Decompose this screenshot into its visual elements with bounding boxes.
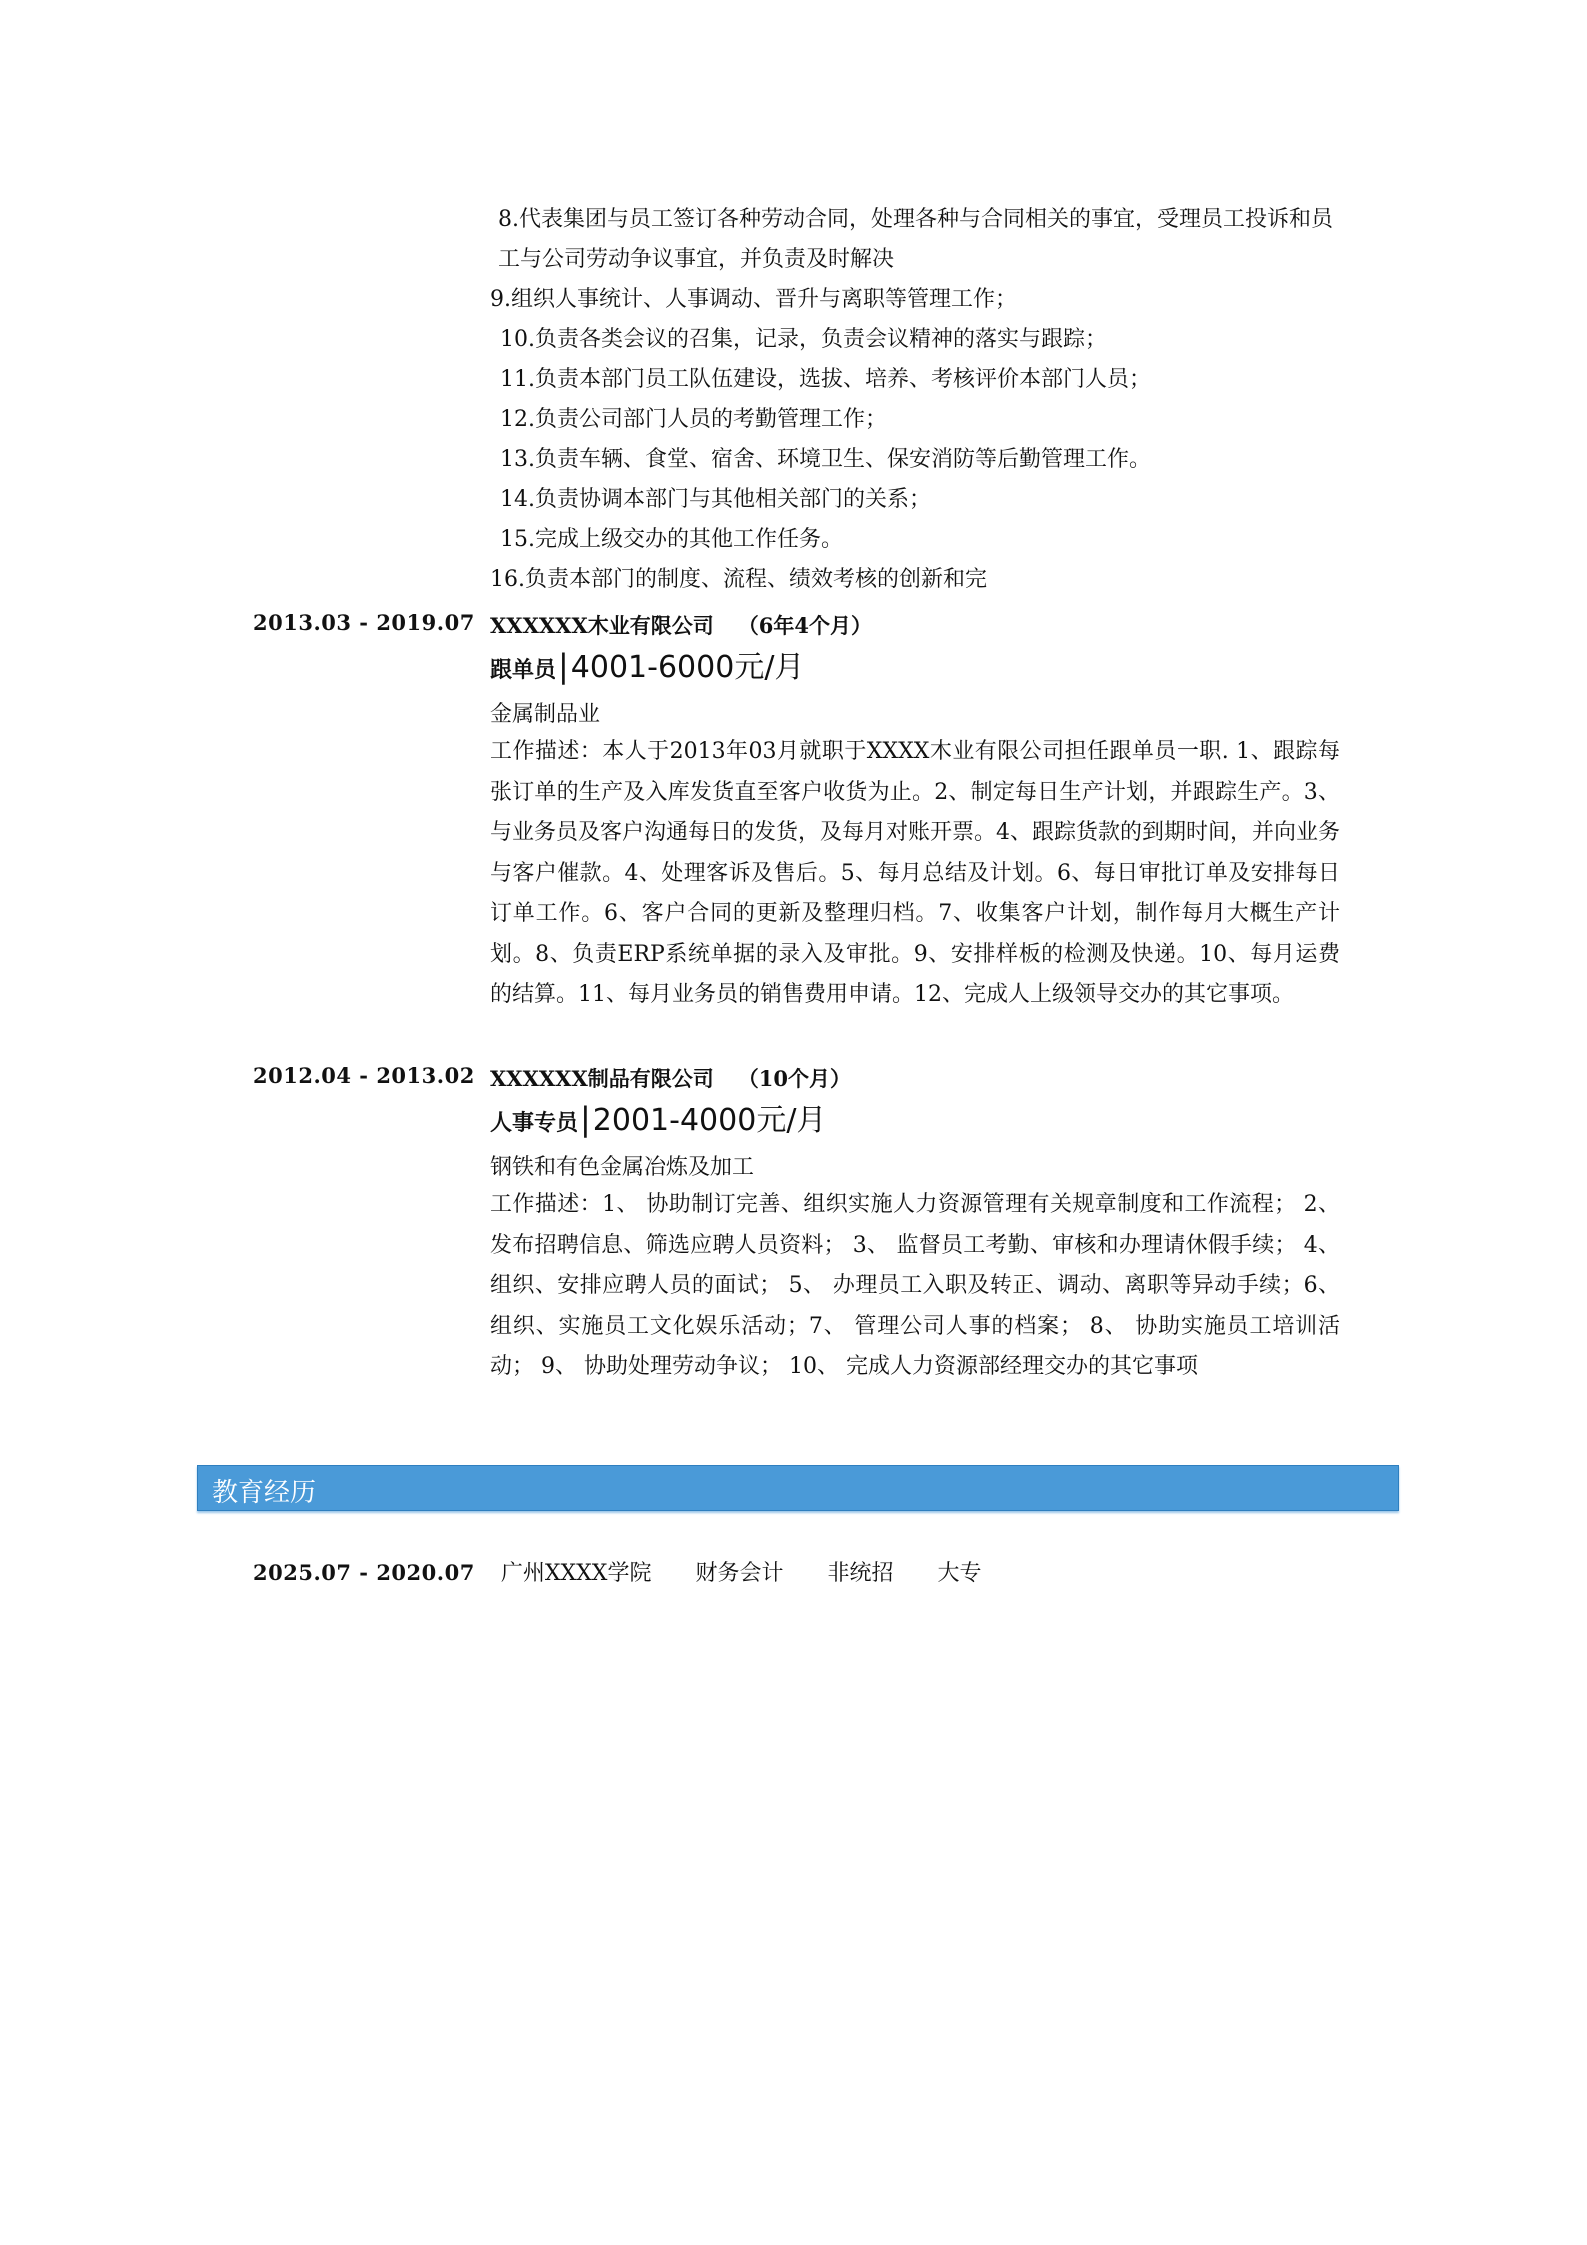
job-duration: （6年4个月）: [737, 613, 872, 638]
job-date: 2013.03 - 2019.07: [253, 610, 475, 635]
job-position: [490, 1095, 826, 1139]
education-entry: [253, 1556, 982, 1587]
job-description: 工作描述：本人于2013年03月就职于XXXX木业有限公司担任跟单员一职. 1、跟踪每张订单的生产及入库发货直至客户收货为止。2、制定每日生产计划，并跟踪生产。3、与业务员及客户沟通每日的发货，及每月对账开票。4、跟踪货款的到期时间，并向业务与客户催款。4、处理客诉及售后。5、每月总结及计划。6、每日审批订单及安排每日订单工作。6、客户合同的更新及整理归档。7、收集客户计划，制作每月大概生产计划。8、负责ERP系统单据的录入及审批。9、安排样板的检测及快递。10、每月运费的结算。11、每月业务员的销售费用申请。12、完成人上级领导交办的其它事项。: [490, 739, 1340, 1007]
title-separator: |: [558, 647, 569, 685]
job-title: 人事专员: [490, 1110, 579, 1136]
education-school: 广州XXXX学院: [500, 1561, 652, 1586]
job-title: 跟单员: [490, 657, 557, 683]
responsibility-item: 13.负责车辆、食堂、宿舍、环境卫生、保安消防等后勤管理工作。: [500, 447, 1151, 472]
title-separator: |: [580, 1100, 591, 1138]
responsibility-item: 15.完成上级交办的其他工作任务。: [500, 527, 843, 552]
education-date: 2025.07 - 2020.07: [253, 1560, 475, 1585]
responsibility-item: 16.负责本部门的制度、流程、绩效考核的创新和完: [490, 567, 987, 592]
education-degree: 大专: [937, 1561, 982, 1586]
job-salary: 4001-6000元/月: [570, 650, 805, 685]
section-heading: 教育经历: [212, 1478, 317, 1508]
responsibilities-list: [490, 200, 1340, 600]
job-date: 2012.04 - 2013.02: [253, 1063, 475, 1088]
education-section-header: [197, 1465, 1399, 1511]
company-name: [490, 1063, 851, 1093]
job-industry: 钢铁和有色金属冶炼及加工: [490, 1155, 755, 1180]
responsibility-item: 8.代表集团与员工签订各种劳动合同，处理各种与合同相关的事宜，受理员工投诉和员工与公司劳动争议事宜，并负责及时解决: [498, 207, 1333, 272]
responsibility-item: 12.负责公司部门人员的考勤管理工作；: [500, 407, 887, 432]
responsibility-item: 14.负责协调本部门与其他相关部门的关系；: [500, 487, 931, 512]
education-type: 非统招: [827, 1561, 894, 1586]
job-description: 工作描述：1、 协助制订完善、组织实施人力资源管理有关规章制度和工作流程； 2、 发布招聘信息、筛选应聘人员资料； 3、 监督员工考勤、审核和办理请休假手续； 4、 组织、安排应聘人员的面试； 5、 办理员工入职及转正、调动、离职等异动手续；6、 组织、实施员工文化娱乐活动；7、 管理公司人事的档案； 8、 协助实施员工培训活动； 9、 协助处理劳动争议； 10、 完成人力资源部经理交办的其它事项: [490, 1192, 1340, 1379]
responsibility-item: 10.负责各类会议的召集，记录，负责会议精神的落实与跟踪；: [500, 327, 1107, 352]
company-name: [490, 610, 872, 640]
company-label: XXXXXX制品有限公司: [490, 1066, 714, 1091]
job-industry: 金属制品业: [490, 702, 601, 727]
job-position: [490, 642, 804, 686]
responsibility-item: 9.组织人事统计、人事调动、晋升与离职等管理工作；: [490, 287, 1017, 312]
job-salary: 2001-4000元/月: [592, 1103, 827, 1138]
job-duration: （10个月）: [737, 1066, 851, 1091]
responsibility-item: 11.负责本部门员工队伍建设，选拔、培养、考核评价本部门人员；: [500, 367, 1151, 392]
company-label: XXXXXX木业有限公司: [490, 613, 714, 638]
education-major: 财务会计: [695, 1561, 784, 1586]
